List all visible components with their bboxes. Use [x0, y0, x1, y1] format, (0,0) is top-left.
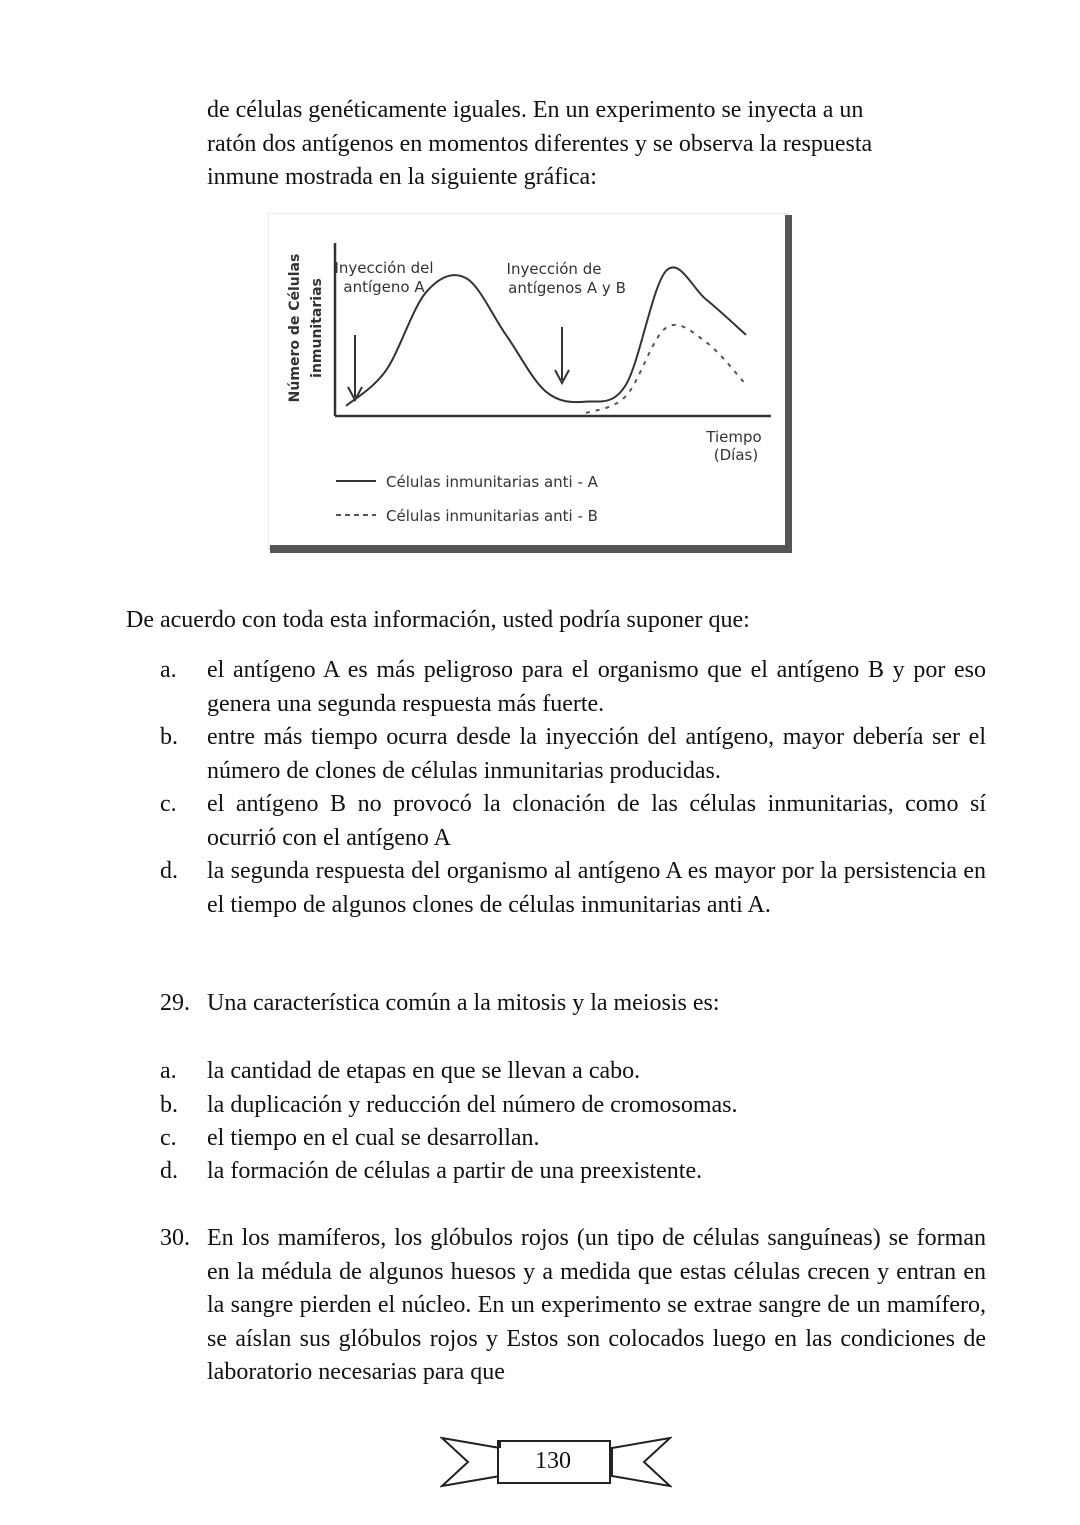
annotation-injection-a-line1: Inyección del: [334, 259, 434, 277]
intro-line-1: de células genéticamente iguales. En un experimento se inyecta a un: [207, 97, 864, 123]
q29-option-a[interactable]: [160, 1055, 986, 1089]
q29-stem: [160, 987, 986, 1021]
option-label: c.: [160, 791, 177, 817]
page-number-banner: [440, 1428, 672, 1496]
q29-option-d[interactable]: [160, 1155, 986, 1189]
question-number: 29.: [160, 990, 190, 1016]
annotation-injection-ab-line2: antígenos A y B: [508, 279, 626, 297]
x-axis-label-line1: Tiempo: [706, 428, 762, 446]
option-label: b.: [160, 724, 178, 750]
chart-frame-shadow-right: [785, 215, 792, 553]
intro-line-3: inmune mostrada en la siguiente gráfica:: [207, 164, 597, 190]
option-text: el antígeno A es más peligroso para el organismo que el antígeno B y por eso genera una segunda respuesta más fuerte.: [207, 657, 986, 717]
option-label: c.: [160, 1125, 177, 1151]
option-text: la cantidad de etapas en que se llevan a cabo.: [207, 1058, 641, 1084]
q30-stem: [160, 1222, 986, 1390]
y-axis-label-line2: inmunitarias: [309, 278, 325, 378]
option-label: a.: [160, 657, 177, 683]
option-text: entre más tiempo ocurra desde la inyección del antígeno, mayor debería ser el número de clones de células inmunitarias producidas.: [207, 724, 986, 784]
q29-option-c[interactable]: [160, 1122, 986, 1156]
x-axis-label-line2: (Días): [713, 446, 759, 464]
intro-line-2: ratón dos antígenos en momentos diferentes y se observa la respuesta: [207, 131, 873, 157]
chart-svg: [268, 213, 793, 554]
option-text: la segunda respuesta del organismo al antígeno A es mayor por la persistencia en el tiempo de algunos clones de células inmunitarias anti A.: [207, 858, 986, 918]
q28-option-a[interactable]: [160, 654, 986, 721]
legend-anti-b-label: Células inmunitarias anti - B: [386, 507, 598, 525]
question-number: 30.: [160, 1225, 190, 1251]
immune-response-chart: [268, 213, 793, 554]
question-intro: De acuerdo con toda esta información, usted podría suponer que:: [126, 607, 750, 633]
question-text: Una característica común a la mitosis y la meiosis es:: [207, 990, 720, 1016]
option-text: el antígeno B no provocó la clonación de las células inmunitarias, como sí ocurrió con el antígeno A: [207, 791, 986, 851]
y-axis-label-line1: Número de Células: [287, 253, 303, 403]
option-label: a.: [160, 1058, 177, 1084]
page-number: 130: [535, 1448, 571, 1474]
option-text: la formación de células a partir de una preexistente.: [207, 1158, 703, 1184]
annotation-injection-ab-line1: Inyección de: [506, 260, 602, 278]
q29-option-b[interactable]: [160, 1089, 986, 1123]
q28-option-d[interactable]: [160, 855, 986, 922]
chart-frame-shadow-bottom: [270, 545, 792, 553]
legend-anti-a-label: Células inmunitarias anti - A: [386, 473, 598, 491]
option-label: d.: [160, 858, 178, 884]
question-text: En los mamíferos, los glóbulos rojos (un tipo de células sanguíneas) se forman en la médula de algunos huesos y a medida que estas células crecen y entran en la sangre pierden el núcleo. En un experimento se extrae sangre de un mamífero, se aíslan sus glóbulos rojos y Estos son colocados luego en las condiciones de laboratorio necesarias para que: [207, 1225, 986, 1385]
q28-option-c[interactable]: [160, 788, 986, 855]
option-text: la duplicación y reducción del número de cromosomas.: [207, 1092, 738, 1118]
option-text: el tiempo en el cual se desarrollan.: [207, 1125, 540, 1151]
annotation-injection-a-line2: antígeno A: [343, 278, 425, 296]
option-label: b.: [160, 1092, 178, 1118]
q28-option-b[interactable]: [160, 721, 986, 788]
option-label: d.: [160, 1158, 178, 1184]
